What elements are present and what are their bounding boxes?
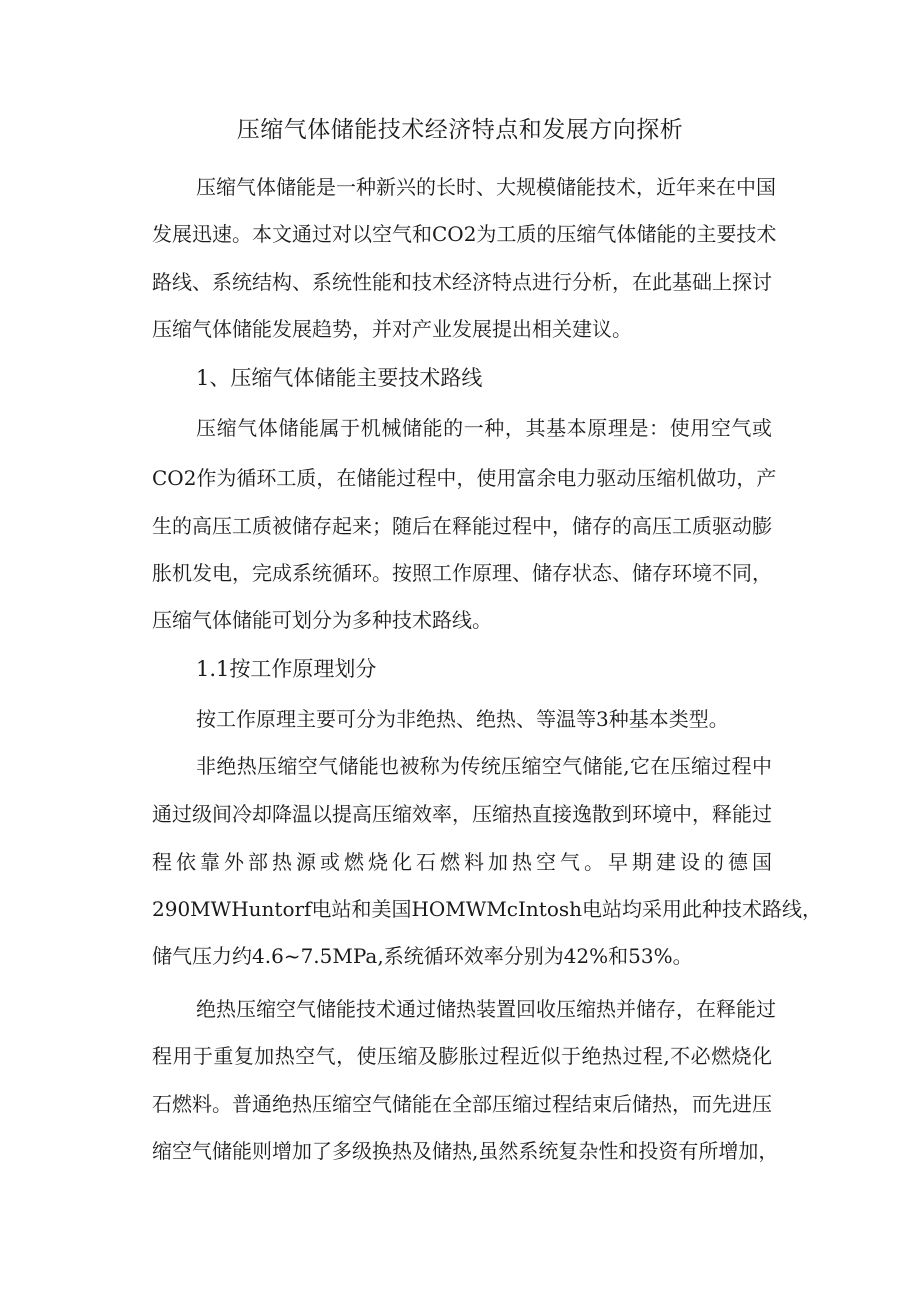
paragraph-1-line-3: 路线、系统结构、系统性能和技术经济特点进行分析，在此基础上探讨 <box>152 270 772 294</box>
paragraph-5-line-3: 石燃料。普通绝热压缩空气储能在全部压缩过程结束后储热，而先进压 <box>152 1092 772 1116</box>
paragraph-5-line-2: 程用于重复加热空气，使压缩及膨胀过程近似于绝热过程,不必燃烧化 <box>152 1044 772 1068</box>
paragraph-2-line-5: 压缩气体储能可划分为多种技术路线。 <box>152 608 492 632</box>
paragraph-5-line-4: 缩空气储能则增加了多级换热及储热,虽然系统复杂性和投资有所增加， <box>152 1139 779 1163</box>
paragraph-3-line-1: 按工作原理主要可分为非绝热、绝热、等温等3种基本类型。 <box>196 707 729 731</box>
paragraph-4-line-1: 非绝热压缩空气储能也被称为传统压缩空气储能,它在压缩过程中 <box>196 754 772 778</box>
document-title: 压缩气体储能技术经济特点和发展方向探析 <box>236 117 684 143</box>
paragraph-4-line-3: 程依靠外部热源或燃烧化石燃料加热空气。早期建设的德国 <box>152 850 772 874</box>
paragraph-1-line-4: 压缩气体储能发展趋势，并对产业发展提出相关建议。 <box>152 317 632 341</box>
paragraph-2-line-3: 生的高压工质被储存起来；随后在释能过程中，储存的高压工质驱动膨 <box>152 514 772 538</box>
section-heading-1-1: 1.1按工作原理划分 <box>196 657 377 681</box>
paragraph-2-line-2: CO2作为循环工质，在储能过程中，使用富余电力驱动压缩机做功，产 <box>152 466 777 490</box>
paragraph-2-line-1: 压缩气体储能属于机械储能的一种，其基本原理是：使用空气或 <box>196 416 772 440</box>
paragraph-2-line-4: 胀机发电，完成系统循环。按照工作原理、储存状态、储存环境不同， <box>152 561 772 585</box>
paragraph-1-line-1: 压缩气体储能是一种新兴的长时、大规模储能技术，近年来在中国 <box>196 175 776 199</box>
section-heading-1: 1、压缩气体储能主要技术路线 <box>196 366 483 390</box>
paragraph-4-line-4: 290MWHuntorf电站和美国HOMWMcIntosh电站均采用此种技术路线， <box>152 897 823 921</box>
paragraph-5-line-1: 绝热压缩空气储能技术通过储热装置回收压缩热并储存，在释能过 <box>196 997 776 1021</box>
paragraph-1-line-2: 发展迅速。本文通过对以空气和CO2为工质的压缩气体储能的主要技术 <box>152 222 777 246</box>
paragraph-4-line-2: 通过级间冷却降温以提高压缩效率，压缩热直接逸散到环境中，释能过 <box>152 802 772 826</box>
paragraph-4-line-5: 储气压力约4.6~7.5MPa,系统循环效率分别为42%和53%。 <box>152 944 693 968</box>
